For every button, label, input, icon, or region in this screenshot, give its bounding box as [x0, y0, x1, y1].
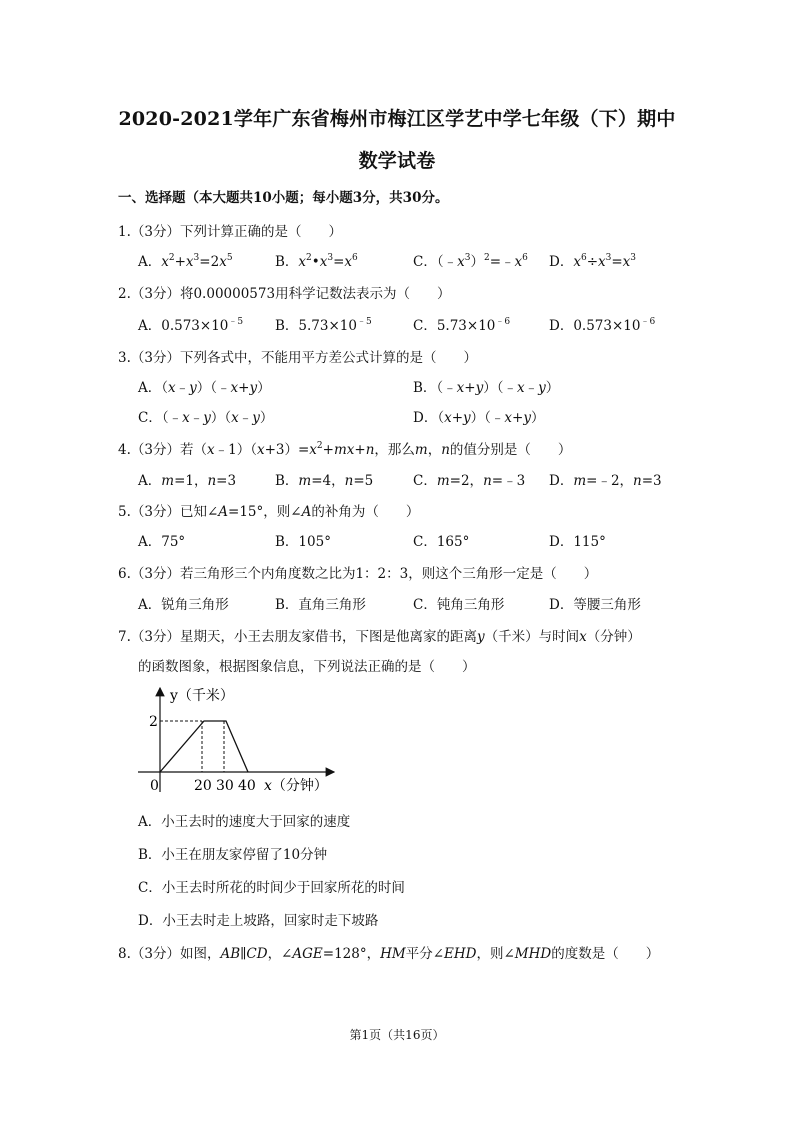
q6-option-c: C．钝角三角形	[413, 597, 505, 613]
q5-option-c: C．165°	[413, 534, 470, 550]
q3-option-d: D．（x+y）（﹣x+y）	[413, 410, 545, 426]
q3-option-c: C．（﹣x﹣y）（x﹣y）	[138, 410, 274, 426]
question-4-stem: 4.（3分）若$(x﹣1)(x+3)=x^2+mx+n$，那么m，n的值分别是（ ）	[118, 441, 572, 458]
q2-option-c: C．$5.73\times 10^{﹣6}$	[413, 317, 511, 334]
question-1-stem: 1.（3分）下列计算正确的是（ ）	[118, 224, 342, 240]
x-tick-30: 30	[216, 778, 234, 794]
q4-option-a: A．m=1，n=3	[138, 473, 237, 489]
q5-option-a: A．75°	[138, 534, 186, 550]
q3-option-b: B．（﹣x+y）（﹣x﹣y）	[413, 380, 560, 396]
x-tick-20: 20	[194, 778, 212, 794]
q6-option-b: B．直角三角形	[275, 597, 366, 613]
q5-option-b: B．105°	[275, 534, 331, 550]
q3-option-a: A．（x﹣y）（﹣x+y）	[138, 380, 271, 396]
q1-option-d: D．$x^6\div x^3=x^3$	[549, 253, 637, 270]
q7-option-b: B．小王在朋友家停留了10分钟	[138, 847, 328, 863]
x-axis-label: x（分钟）	[264, 778, 328, 794]
document-title-line2: 数学试卷	[358, 150, 436, 172]
question-8-stem: 8.（3分）如图，AB∥CD，∠AGE=128°，HM平分∠EHD，则∠MHD的度数是（ ）	[118, 946, 660, 962]
q7-option-c: C．小王去时所花的时间少于回家所花的时间	[138, 880, 405, 896]
section-heading: 一、选择题（本大题共10小题；每小题3分，共30分。	[118, 190, 449, 206]
q5-option-d: D．115°	[549, 534, 606, 550]
question-2-stem: 2.（3分）将0.00000573用科学记数法表示为（ ）	[118, 286, 451, 302]
q2-option-b: B．$5.73\times 10^{﹣5}$	[275, 317, 372, 334]
q4-option-d: D．m=﹣2，n=3	[549, 473, 662, 489]
q4-option-c: C．m=2，n=﹣3	[413, 473, 526, 489]
q6-option-d: D．等腰三角形	[549, 597, 641, 613]
document-title-line1: 2020-2021学年广东省梅州市梅江区学艺中学七年级（下）期中	[118, 108, 676, 130]
question-5-stem: 5.（3分）已知∠A=15°，则∠A的补角为（ ）	[118, 504, 420, 520]
q4-option-b: B．m=4，n=5	[275, 473, 374, 489]
origin-label: 0	[150, 778, 159, 794]
q1-option-a: A．$x^2+x^3=2x^5$	[138, 253, 233, 270]
q7-option-a: A．小王去时的速度大于回家的速度	[138, 814, 351, 830]
y-axis-label: y（千米）	[170, 688, 234, 704]
question-7-stem-line2: 的函数图象，根据图象信息，下列说法正确的是（ ）	[138, 659, 476, 675]
question-7-stem: 7.（3分）星期天，小王去朋友家借书，下图是他离家的距离y（千米）与时间x（分钟）	[118, 629, 641, 645]
q7-option-d: D．小王去时走上坡路，回家时走下坡路	[138, 913, 379, 929]
q6-option-a: A．锐角三角形	[138, 597, 229, 613]
question-3-stem: 3.（3分）下列各式中，不能用平方差公式计算的是（ ）	[118, 350, 477, 366]
q2-option-d: D．$0.573\times 10^{﹣6}$	[549, 317, 656, 334]
distance-time-graph	[130, 682, 340, 800]
question-6-stem: 6.（3分）若三角形三个内角度数之比为1：2：3，则这个三角形一定是（ ）	[118, 566, 598, 582]
q2-option-a: A．$0.573\times 10^{﹣5}$	[138, 317, 244, 334]
page-footer: 第1页（共16页）	[349, 1028, 445, 1042]
q1-option-c: C．$(﹣x^3)^2=﹣x^6$	[413, 253, 528, 270]
distance-polyline	[160, 721, 248, 772]
q1-option-b: B．$x^2•x^3=x^6$	[275, 253, 358, 270]
x-tick-40: 40	[238, 778, 256, 794]
y-tick-2: 2	[149, 714, 158, 730]
